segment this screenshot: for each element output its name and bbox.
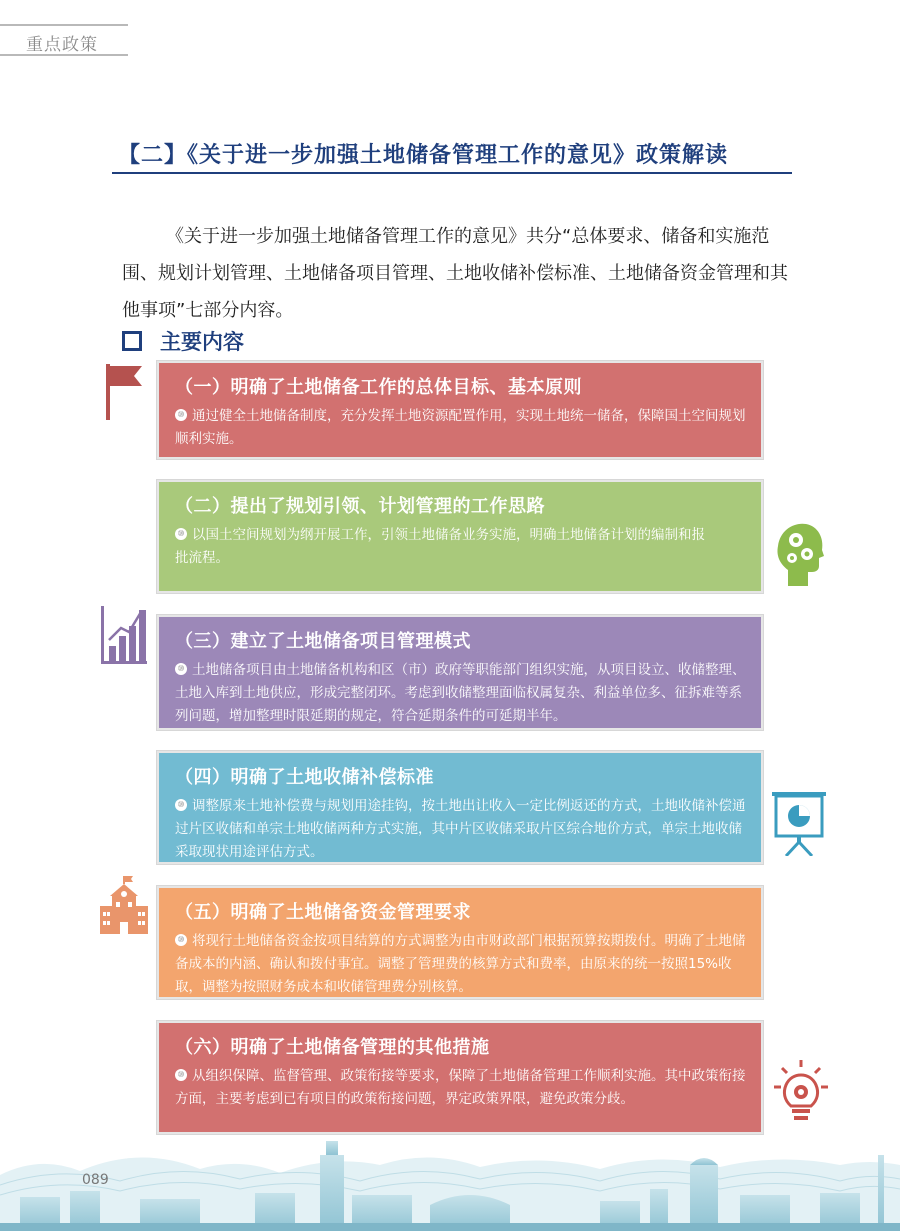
header-tab [0, 24, 128, 56]
card-text [175, 1065, 749, 1111]
lightbulb-gear-icon [774, 1060, 828, 1126]
city-skyline-illustration [0, 1135, 900, 1231]
content-card-3 [157, 615, 763, 730]
bar-chart-icon [101, 606, 147, 664]
section-title: 【二】《关于进一步加强土地储备管理工作的意见》政策解读 [118, 143, 729, 168]
content-card-4 [157, 751, 763, 864]
card-title: （四）明确了土地收储补偿标准 [175, 767, 434, 788]
bullet-icon: ⑩ [175, 409, 187, 421]
card-title: （五）明确了土地储备资金管理要求 [175, 902, 471, 923]
card-title: （三）建立了土地储备项目管理模式 [175, 631, 471, 652]
card-text [175, 659, 749, 728]
card-text [175, 930, 749, 999]
bullet-icon: ⑩ [175, 663, 187, 675]
flag-icon [104, 364, 144, 420]
title-divider [112, 172, 792, 174]
card-title: （一）明确了土地储备工作的总体目标、基本原则 [175, 377, 582, 398]
school-building-icon [100, 876, 148, 934]
presentation-board-icon [772, 792, 826, 856]
header-tab-label: 重点政策 [26, 35, 98, 55]
bullet-icon: ⑩ [175, 799, 187, 811]
card-text [175, 405, 749, 451]
card-title: （六）明确了土地储备管理的其他措施 [175, 1037, 490, 1058]
square-bullet-icon [122, 331, 142, 351]
card-text [175, 795, 749, 864]
intro-paragraph: 《关于进一步加强土地储备管理工作的意见》共分“总体要求、储备和实施范围、规划计划管理、土地储备项目管理、土地收储补偿标准、土地储备资金管理和其他事项”七部分内容。 [122, 226, 788, 321]
card-body: 将现行土地储备资金按项目结算的方式调整为由市财政部门根据预算按期拨付。明确了土地储备成本的内涵、确认和拨付事宜。调整了管理费的核算方式和费率，由原来的统一按照15%收取，调整为按照财务成本和收储管理费分别核算。 [175, 933, 746, 995]
sub-heading [122, 326, 244, 356]
head-gears-icon [774, 520, 824, 586]
card-title: （二）提出了规划引领、计划管理的工作思路 [175, 496, 545, 517]
content-card-5 [157, 886, 763, 999]
card-body: 通过健全土地储备制度，充分发挥土地资源配置作用，实现土地统一储备，保障国土空间规划顺利实施。 [175, 408, 746, 447]
card-text [175, 524, 749, 570]
content-card-1 [157, 361, 763, 459]
card-body: 土地储备项目由土地储备机构和区（市）政府等职能部门组织实施，从项目设立、收储整理、土地入库到土地供应，形成完整闭环。考虑到收储整理面临权属复杂、利益单位多、征拆难等系列问题，增加整理时限延期的规定，符合延期条件的可延期半年。 [175, 662, 746, 724]
bullet-icon: ⑩ [175, 528, 187, 540]
page-number: 089 [82, 1172, 109, 1188]
content-card-6 [157, 1021, 763, 1134]
content-card-2 [157, 480, 763, 593]
bullet-icon: ⑩ [175, 934, 187, 946]
card-body: 以国土空间规划为纲开展工作，引领土地储备业务实施，明确土地储备计划的编制和报批流程。 [175, 527, 705, 566]
card-body: 调整原来土地补偿费与规划用途挂钩，按土地出让收入一定比例返还的方式，土地收储补偿通过片区收储和单宗土地收储两种方式实施，其中片区收储采取片区综合地价方式，单宗土地收储采取现状用途评估方式。 [175, 798, 746, 860]
bullet-icon: ⑩ [175, 1069, 187, 1081]
sub-heading-label: 主要内容 [160, 330, 244, 354]
card-body: 从组织保障、监督管理、政策衔接等要求，保障了土地储备管理工作顺利实施。其中政策衔接方面，主要考虑到已有项目的政策衔接问题，界定政策界限，避免政策分歧。 [175, 1068, 746, 1107]
